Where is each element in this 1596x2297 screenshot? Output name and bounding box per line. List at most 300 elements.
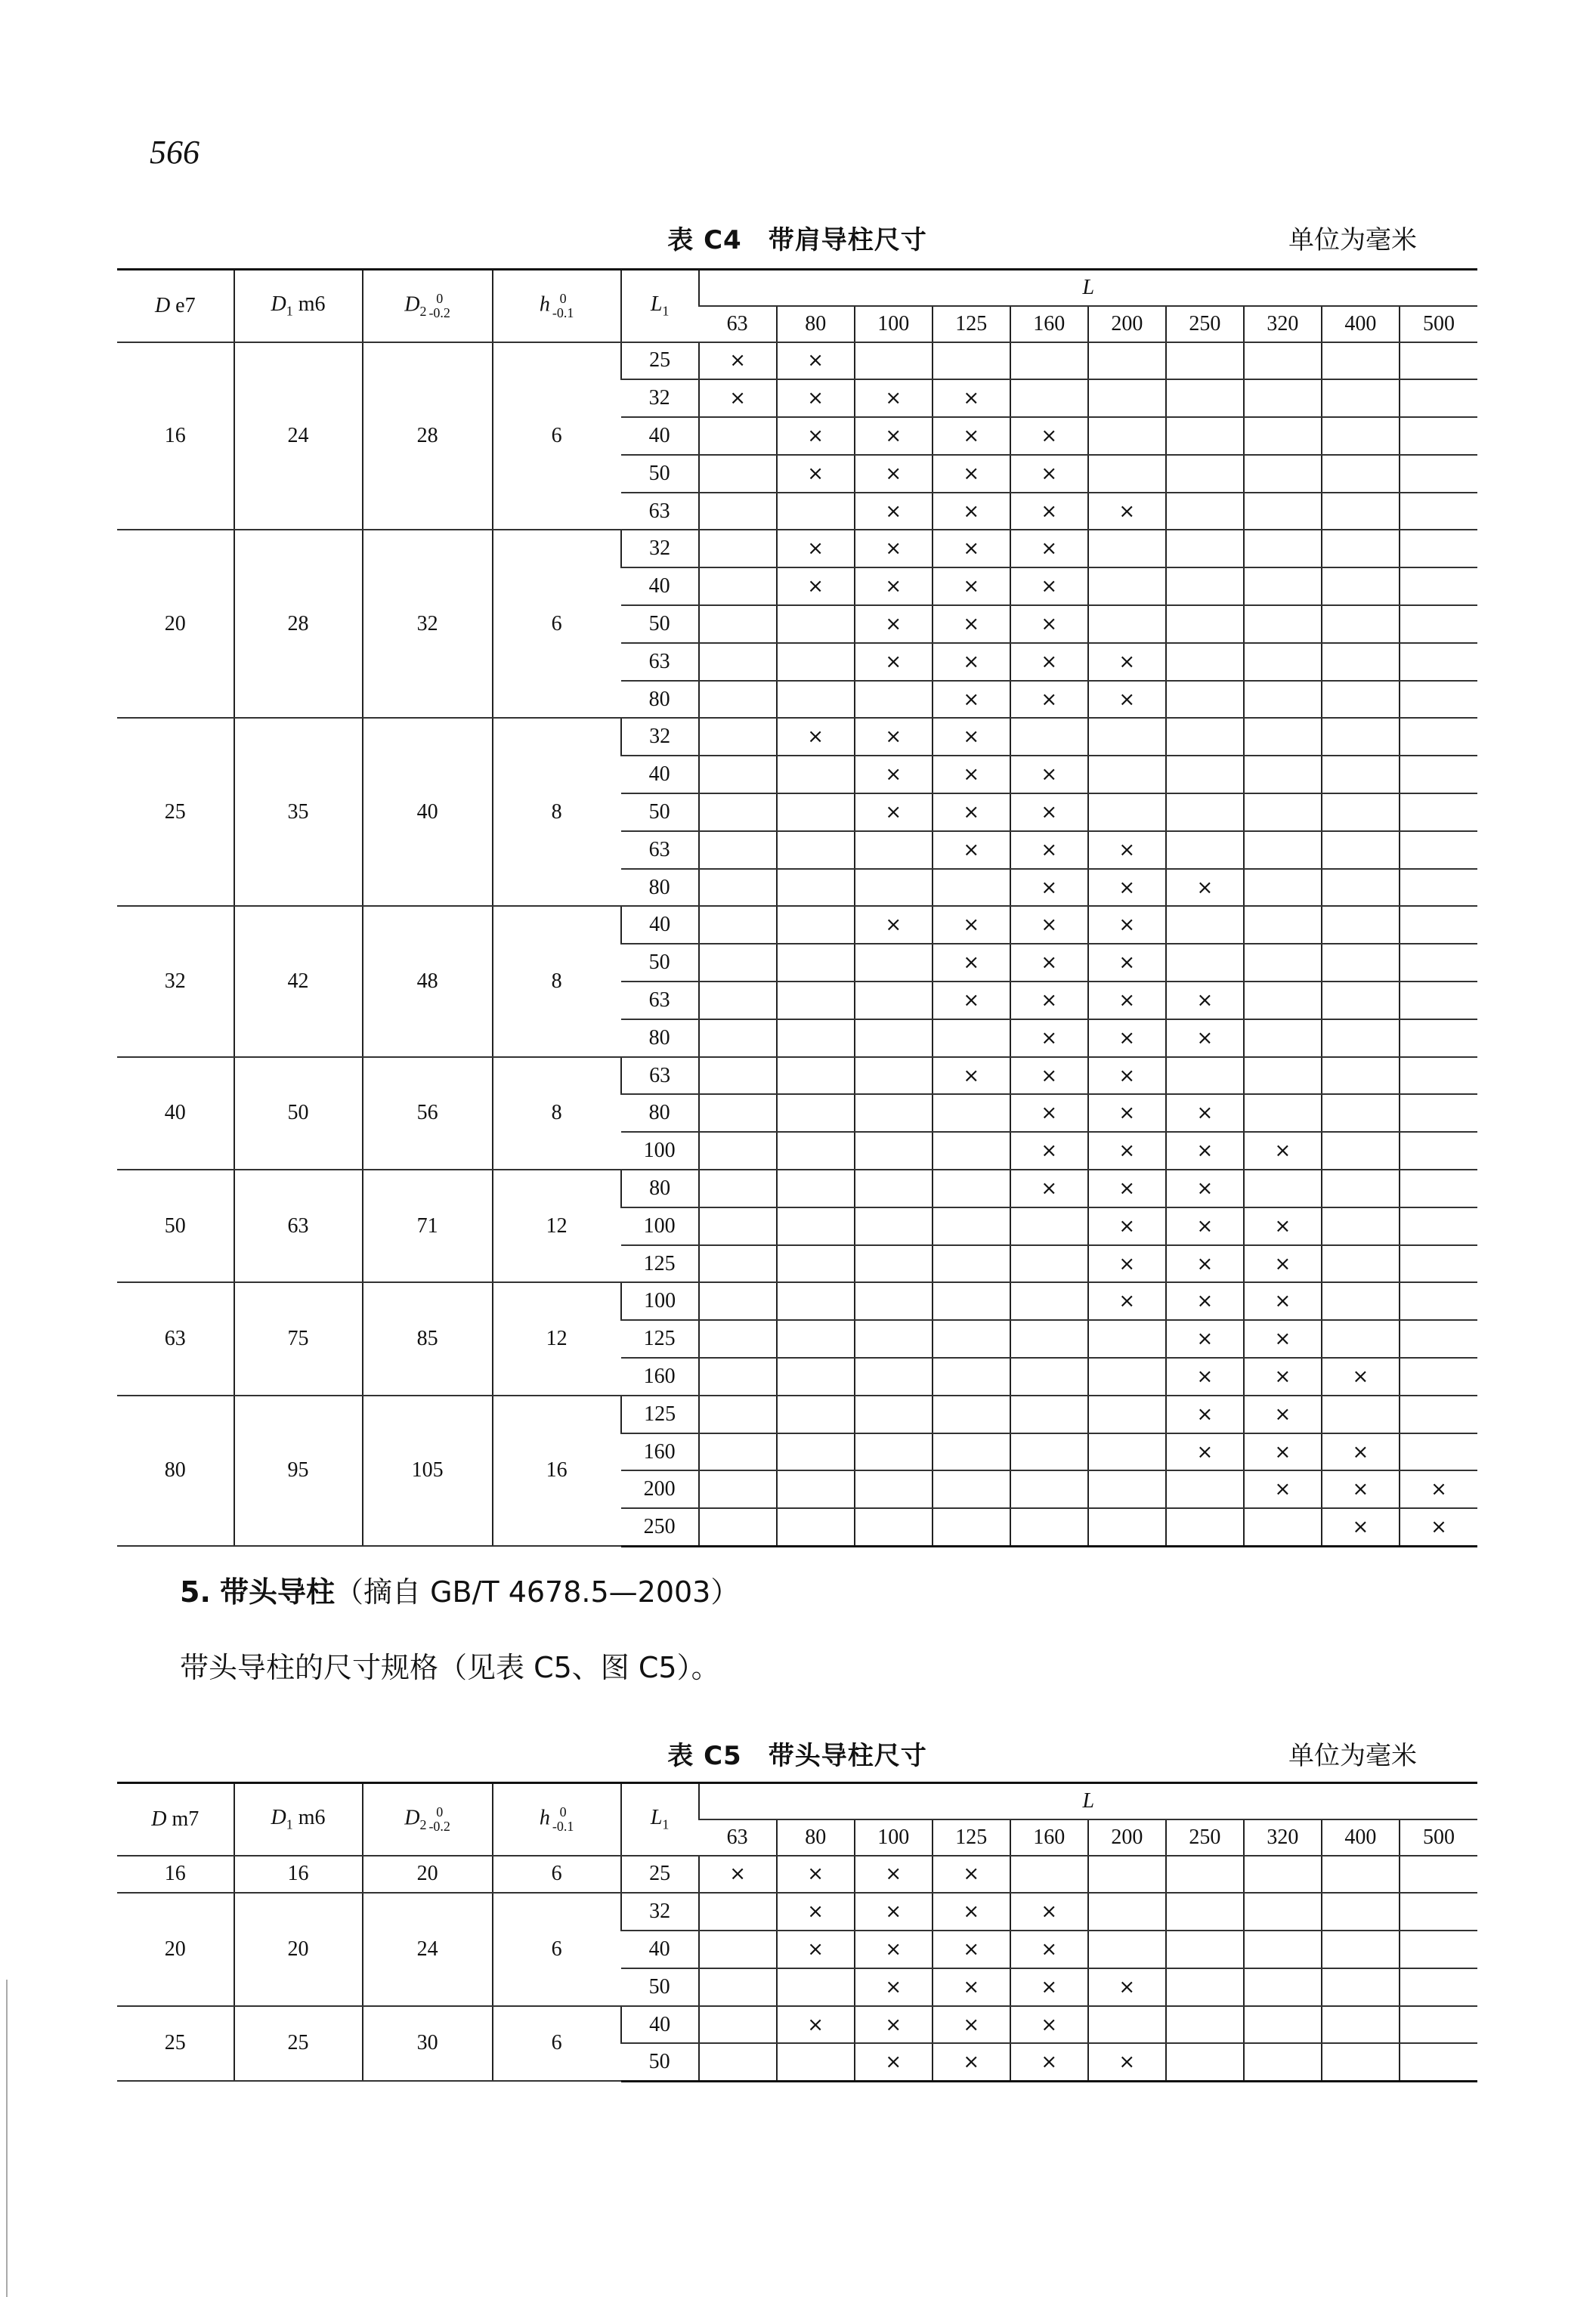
cell-mark [855, 1433, 933, 1471]
cell-mark [1400, 793, 1477, 831]
header-d [117, 270, 234, 342]
cell-mark [1244, 1358, 1322, 1396]
cell-mark [1400, 756, 1477, 793]
cell-mark [1088, 1207, 1166, 1245]
cell-mark [1010, 1170, 1088, 1207]
cell-h: 12 [493, 1170, 621, 1282]
applicable-mark: × [963, 499, 980, 523]
cell-mark [1166, 1433, 1244, 1471]
applicable-mark: × [1274, 1478, 1291, 1501]
cell-mark [1244, 793, 1322, 831]
applicable-mark: × [1041, 424, 1058, 447]
header-d1-symbol: D [271, 1805, 286, 1829]
applicable-mark: × [963, 650, 980, 673]
cell-mark [855, 2006, 933, 2044]
cell-mark [1322, 1470, 1400, 1508]
cell-mark [1088, 643, 1166, 681]
applicable-mark: × [885, 1937, 902, 1961]
table-c5-caption: 表 C5 带头导柱尺寸 [667, 1741, 927, 1771]
cell-mark [1400, 1170, 1477, 1207]
applicable-mark: × [1041, 1937, 1058, 1961]
cell-l1: 63 [621, 831, 699, 869]
applicable-mark: × [1118, 1026, 1136, 1050]
section-title: 带头导柱 [219, 1575, 335, 1609]
cell-mark [933, 1931, 1010, 1968]
cell-d2: 105 [363, 1396, 493, 1546]
cell-mark [1166, 1968, 1244, 2006]
cell-mark [1010, 718, 1088, 756]
cell-mark [1088, 567, 1166, 605]
applicable-mark: × [963, 725, 980, 749]
cell-mark [855, 1508, 933, 1546]
cell-mark [1322, 1132, 1400, 1170]
cell-d2: 56 [363, 1057, 493, 1170]
header-l-value: 160 [1010, 1819, 1088, 1856]
cell-mark [933, 1470, 1010, 1508]
header-d1 [234, 270, 363, 342]
cell-mark [1166, 1094, 1244, 1132]
cell-mark [699, 1132, 777, 1170]
cell-mark [1400, 530, 1477, 567]
cell-mark [699, 455, 777, 493]
applicable-mark: × [885, 387, 902, 410]
applicable-mark: × [807, 725, 824, 749]
cell-mark [855, 1170, 933, 1207]
cell-mark [855, 1856, 933, 1894]
cell-mark [777, 1245, 855, 1283]
cell-mark [699, 1207, 777, 1245]
header-h-tolerance [552, 292, 574, 320]
cell-mark [699, 2043, 777, 2081]
cell-mark [1010, 1470, 1088, 1508]
cell-l1: 80 [621, 1019, 699, 1057]
cell-mark [1244, 417, 1322, 455]
cell-mark [699, 944, 777, 982]
cell-mark [1322, 1856, 1400, 1894]
cell-mark [1088, 681, 1166, 719]
cell-mark [855, 1968, 933, 2006]
cell-mark [1400, 1893, 1477, 1931]
cell-mark [855, 1132, 933, 1170]
applicable-mark: × [885, 763, 902, 787]
applicable-mark: × [807, 349, 824, 373]
applicable-mark: × [885, 462, 902, 485]
cell-mark [1166, 1396, 1244, 1433]
header-l-value: 200 [1088, 1819, 1166, 1856]
cell-mark [777, 455, 855, 493]
cell-mark [933, 1245, 1010, 1283]
cell-mark [1400, 643, 1477, 681]
cell-mark [699, 1057, 777, 1095]
cell-l1: 125 [621, 1245, 699, 1283]
cell-mark [933, 2043, 1010, 2081]
applicable-mark: × [1118, 1214, 1136, 1238]
cell-mark [1322, 1282, 1400, 1320]
applicable-mark: × [963, 914, 980, 937]
header-l-value: 320 [1244, 1819, 1322, 1856]
cell-mark [1088, 1856, 1166, 1894]
cell-mark [777, 1470, 855, 1508]
header-l-value: 500 [1400, 1819, 1477, 1856]
cell-mark [777, 982, 855, 1019]
cell-mark [1088, 869, 1166, 907]
cell-d1: 95 [234, 1396, 363, 1546]
applicable-mark: × [963, 988, 980, 1012]
header-l-value: 125 [933, 306, 1010, 342]
cell-mark [1400, 493, 1477, 530]
applicable-mark: × [729, 349, 747, 373]
applicable-mark: × [1118, 1139, 1136, 1163]
cell-mark [1400, 605, 1477, 643]
applicable-mark: × [1041, 951, 1058, 975]
applicable-mark: × [963, 1064, 980, 1087]
header-h-tol-upper: 0 [559, 290, 567, 306]
applicable-mark: × [1196, 1102, 1214, 1125]
header-l-value: 125 [933, 1819, 1010, 1856]
header-l-value: 63 [699, 306, 777, 342]
applicable-mark: × [1196, 1290, 1214, 1313]
cell-mark [1400, 831, 1477, 869]
cell-l1: 50 [621, 1968, 699, 2006]
applicable-mark: × [963, 387, 980, 410]
cell-mark [777, 681, 855, 719]
header-d2 [363, 270, 493, 342]
applicable-mark: × [807, 2013, 824, 2036]
header-l1 [621, 270, 699, 342]
cell-mark [1322, 1320, 1400, 1358]
cell-d: 80 [117, 1396, 234, 1546]
cell-mark [1010, 1931, 1088, 1968]
cell-mark [699, 1245, 777, 1283]
cell-mark [1010, 793, 1088, 831]
table-c5 [117, 1782, 1477, 2082]
cell-mark [777, 944, 855, 982]
applicable-mark: × [1118, 1290, 1136, 1313]
cell-mark [1166, 1931, 1244, 1968]
cell-mark [699, 1893, 777, 1931]
cell-mark [855, 944, 933, 982]
cell-mark [855, 756, 933, 793]
header-row [117, 270, 1477, 306]
applicable-mark: × [1196, 1402, 1214, 1426]
cell-mark [855, 1320, 933, 1358]
cell-mark [1400, 906, 1477, 944]
cell-d: 40 [117, 1057, 234, 1170]
table-row [117, 1856, 1477, 1894]
applicable-mark: × [1041, 462, 1058, 485]
cell-mark [777, 567, 855, 605]
cell-l1: 25 [621, 342, 699, 380]
cell-h: 12 [493, 1282, 621, 1395]
cell-mark [855, 342, 933, 380]
cell-mark [1010, 944, 1088, 982]
cell-mark [777, 1132, 855, 1170]
cell-mark [777, 1094, 855, 1132]
cell-mark [933, 417, 1010, 455]
applicable-mark: × [1041, 2051, 1058, 2074]
cell-l1: 63 [621, 982, 699, 1019]
cell-h: 6 [493, 1856, 621, 1894]
applicable-mark: × [807, 575, 824, 598]
cell-mark [1166, 982, 1244, 1019]
cell-mark [1322, 379, 1400, 417]
cell-mark [1322, 643, 1400, 681]
header-l1-symbol: L [650, 1805, 663, 1829]
cell-mark [855, 1057, 933, 1095]
cell-mark [855, 1893, 933, 1931]
header-l-value: 80 [777, 306, 855, 342]
cell-mark [699, 2006, 777, 2044]
cell-mark [1244, 342, 1322, 380]
cell-mark [933, 793, 1010, 831]
cell-mark [1010, 1019, 1088, 1057]
cell-mark [1244, 1170, 1322, 1207]
cell-l1: 125 [621, 1320, 699, 1358]
header-l-value: 400 [1322, 1819, 1400, 1856]
applicable-mark: × [885, 424, 902, 447]
cell-h: 6 [493, 530, 621, 718]
applicable-mark: × [1041, 650, 1058, 673]
cell-mark [1322, 2006, 1400, 2044]
cell-mark [1400, 379, 1477, 417]
header-l-group-symbol: L [1082, 275, 1095, 299]
header-d2-tol-lower: -0.2 [428, 305, 450, 320]
applicable-mark: × [1041, 1975, 1058, 1999]
cell-d2: 48 [363, 906, 493, 1056]
cell-mark [1244, 1282, 1322, 1320]
cell-mark [1166, 1358, 1244, 1396]
cell-mark [1166, 831, 1244, 869]
cell-mark [855, 681, 933, 719]
cell-mark [1244, 944, 1322, 982]
cell-mark [1322, 1245, 1400, 1283]
cell-l1: 32 [621, 379, 699, 417]
cell-mark [855, 1396, 933, 1433]
cell-mark [699, 379, 777, 417]
header-l-value: 250 [1166, 1819, 1244, 1856]
cell-mark [933, 605, 1010, 643]
header-d2-symbol: D [404, 292, 420, 317]
header-l-value: 100 [855, 1819, 933, 1856]
cell-l1: 25 [621, 1856, 699, 1894]
cell-mark [1010, 1057, 1088, 1095]
header-h [493, 1783, 621, 1856]
cell-l1: 32 [621, 530, 699, 567]
cell-mark [933, 455, 1010, 493]
cell-mark [1322, 1019, 1400, 1057]
applicable-mark: × [807, 537, 824, 561]
applicable-mark: × [1118, 650, 1136, 673]
cell-mark [855, 1358, 933, 1396]
cell-mark [855, 831, 933, 869]
cell-mark [699, 417, 777, 455]
cell-mark [1088, 379, 1166, 417]
cell-mark [1010, 1433, 1088, 1471]
cell-mark [777, 1019, 855, 1057]
cell-mark [1244, 567, 1322, 605]
cell-mark [855, 1931, 933, 1968]
cell-mark [1322, 342, 1400, 380]
header-l-group [699, 270, 1477, 306]
applicable-mark: × [885, 499, 902, 523]
cell-mark [1088, 1094, 1166, 1132]
cell-l1: 40 [621, 756, 699, 793]
cell-mark [855, 869, 933, 907]
cell-l1: 50 [621, 944, 699, 982]
header-l-value: 63 [699, 1819, 777, 1856]
cell-mark [777, 793, 855, 831]
applicable-mark: × [1041, 575, 1058, 598]
applicable-mark: × [1274, 1402, 1291, 1426]
applicable-mark: × [1041, 1176, 1058, 1200]
scan-margin-line [6, 1980, 8, 2297]
cell-mark [1322, 605, 1400, 643]
cell-mark [1088, 1132, 1166, 1170]
cell-mark [777, 718, 855, 756]
cell-mark [933, 944, 1010, 982]
cell-d: 32 [117, 906, 234, 1056]
cell-mark [1322, 681, 1400, 719]
cell-d2: 71 [363, 1170, 493, 1282]
cell-d1: 20 [234, 1893, 363, 2005]
header-l-group [699, 1783, 1477, 1819]
cell-h: 8 [493, 1057, 621, 1170]
cell-l1: 80 [621, 681, 699, 719]
cell-l1: 160 [621, 1358, 699, 1396]
cell-mark [1088, 1968, 1166, 2006]
cell-mark [855, 1245, 933, 1283]
applicable-mark: × [1041, 838, 1058, 861]
cell-mark [1166, 493, 1244, 530]
cell-mark [1088, 793, 1166, 831]
cell-mark [1166, 793, 1244, 831]
cell-mark [1244, 530, 1322, 567]
cell-mark [1322, 530, 1400, 567]
cell-mark [1010, 1893, 1088, 1931]
applicable-mark: × [1118, 499, 1136, 523]
cell-mark [933, 831, 1010, 869]
header-d-fit: e7 [175, 293, 196, 317]
cell-d1: 42 [234, 906, 363, 1056]
applicable-mark: × [1196, 1252, 1214, 1275]
cell-mark [1244, 756, 1322, 793]
table-row [117, 906, 1477, 944]
cell-mark [1010, 1132, 1088, 1170]
cell-mark [1244, 2043, 1322, 2081]
cell-l1: 80 [621, 1170, 699, 1207]
applicable-mark: × [729, 387, 747, 410]
cell-mark [777, 605, 855, 643]
cell-mark [777, 831, 855, 869]
cell-mark [933, 1433, 1010, 1471]
header-h-tolerance [552, 1805, 574, 1834]
cell-mark [1322, 1396, 1400, 1433]
applicable-mark: × [1041, 800, 1058, 824]
cell-h: 8 [493, 718, 621, 906]
cell-mark [777, 379, 855, 417]
table-c4-unit: 单位为毫米 [1288, 225, 1417, 255]
cell-mark [1010, 681, 1088, 719]
cell-l1: 32 [621, 718, 699, 756]
cell-d2: 24 [363, 1893, 493, 2005]
cell-mark [1400, 1057, 1477, 1095]
applicable-mark: × [1041, 914, 1058, 937]
cell-mark [933, 567, 1010, 605]
cell-mark [1088, 1057, 1166, 1095]
cell-mark [933, 869, 1010, 907]
cell-mark [933, 1893, 1010, 1931]
cell-mark [1088, 342, 1166, 380]
cell-mark [855, 530, 933, 567]
cell-mark [855, 906, 933, 944]
applicable-mark: × [1274, 1328, 1291, 1351]
cell-mark [855, 718, 933, 756]
cell-mark [1400, 869, 1477, 907]
cell-mark [1166, 718, 1244, 756]
cell-mark [1166, 605, 1244, 643]
cell-mark [699, 1396, 777, 1433]
applicable-mark: × [1041, 612, 1058, 635]
cell-mark [933, 1358, 1010, 1396]
applicable-mark: × [885, 1863, 902, 1886]
cell-mark [1088, 605, 1166, 643]
cell-mark [1400, 1856, 1477, 1894]
cell-mark [1088, 1433, 1166, 1471]
cell-mark [1244, 982, 1322, 1019]
cell-mark [1010, 869, 1088, 907]
applicable-mark: × [807, 1900, 824, 1924]
cell-mark [1166, 869, 1244, 907]
cell-mark [933, 1968, 1010, 2006]
cell-mark [1400, 718, 1477, 756]
applicable-mark: × [885, 914, 902, 937]
cell-d1: 25 [234, 2006, 363, 2082]
header-l1 [621, 1783, 699, 1856]
cell-mark [1400, 1508, 1477, 1546]
cell-mark [1400, 1433, 1477, 1471]
cell-mark [1322, 1508, 1400, 1546]
cell-d1: 63 [234, 1170, 363, 1282]
cell-mark [699, 1170, 777, 1207]
cell-mark [1244, 1470, 1322, 1508]
cell-mark [933, 530, 1010, 567]
cell-mark [1010, 2006, 1088, 2044]
cell-mark [1322, 906, 1400, 944]
cell-mark [933, 1282, 1010, 1320]
cell-mark [1244, 1856, 1322, 1894]
cell-mark [1166, 1019, 1244, 1057]
cell-d: 16 [117, 342, 234, 530]
applicable-mark: × [963, 951, 980, 975]
applicable-mark: × [1041, 1064, 1058, 1087]
cell-mark [933, 1856, 1010, 1894]
cell-mark [1244, 831, 1322, 869]
header-l-value: 100 [855, 306, 933, 342]
cell-mark [855, 1470, 933, 1508]
table-row [117, 1893, 1477, 1931]
cell-mark [777, 1508, 855, 1546]
applicable-mark: × [1118, 838, 1136, 861]
cell-mark [1244, 643, 1322, 681]
applicable-mark: × [1196, 1139, 1214, 1163]
cell-mark [1322, 455, 1400, 493]
applicable-mark: × [1118, 1252, 1136, 1275]
applicable-mark: × [1352, 1440, 1369, 1464]
cell-mark [1088, 906, 1166, 944]
cell-mark [777, 1856, 855, 1894]
applicable-mark: × [1118, 988, 1136, 1012]
cell-mark [1088, 718, 1166, 756]
